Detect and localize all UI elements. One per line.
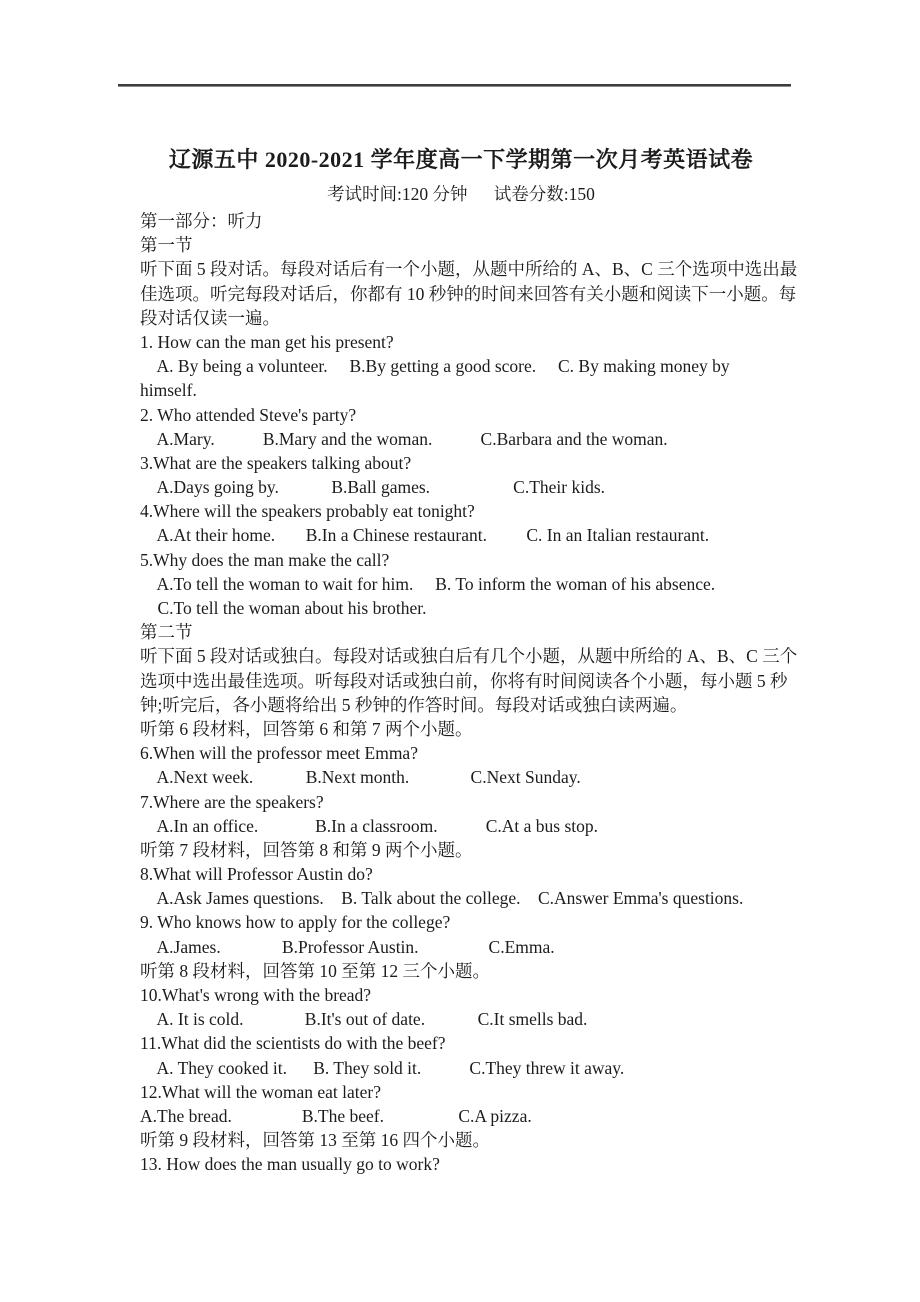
options-line: A.At their home. B.In a Chinese restaurant. C. In an Italian restaurant. [140,525,710,546]
instructions-line: 佳选项。听完每段对话后，你都有 10 秒钟的时间来回答有关小题和阅读下一小题。每 [140,283,797,304]
material-prompt-line: 听第 9 段材料，回答第 13 至第 16 四个小题。 [140,1130,490,1151]
material-prompt-line: 听第 8 段材料，回答第 10 至第 12 三个小题。 [140,960,490,981]
options-line: A.In an office. B.In a classroom. C.At a bus stop. [140,815,599,836]
subsection-heading: 第一节 [140,235,193,256]
page-title: 辽源五中 2020-2021 学年度高一下学期第一次月考英语试卷 [168,147,754,172]
question-line: 10.What's wrong with the bread? [140,985,372,1005]
question-line: 9. Who knows how to apply for the college? [140,912,451,933]
material-prompt-line: 听第 6 段材料，回答第 6 和第 7 两个小题。 [140,718,473,739]
exam-content [140,0,798,1177]
options-line: himself. [140,380,197,401]
instructions-line: 选项中选出最佳选项。听每段对话或独白前，你将有时间阅读各个小题，每小题 5 秒 [140,670,788,691]
options-line: A.The bread. B.The beef. C.A pizza. [140,1105,532,1126]
options-line: A. By being a volunteer. B.By getting a good score. C. By making money by [140,356,730,377]
subsection-heading: 第二节 [140,622,193,643]
instructions-line: 听下面 5 段对话。每段对话后有一个小题，从题中所给的 A、B、C 三个选项中选出最 [140,259,798,280]
question-line: 5.Why does the man make the call? [140,549,390,570]
exam-body [140,209,798,1177]
options-line: A. They cooked it. B. They sold it. C.They threw it away. [140,1057,625,1078]
instructions-line: 听下面 5 段对话或独白。每段对话或独白后有几个小题，从题中所给的 A、B、C 三个 [140,646,798,667]
question-line: 6.When will the professor meet Emma? [140,743,418,764]
question-line: 2. Who attended Steve's party? [140,404,357,425]
options-line: A.James. B.Professor Austin. C.Emma. [140,936,555,957]
instructions-line: 段对话仅读一遍。 [140,307,280,328]
instructions-line: 钟;听完后，各小题将给出 5 秒钟的作答时间。每段对话或独白读两遍。 [140,694,688,715]
question-line: 1. How can the man get his present? [140,331,394,352]
exam-info-line: 考试时间:120 分钟 试卷分数:150 [327,184,595,204]
options-line: C.To tell the woman about his brother. [140,598,427,618]
question-line: 13. How does the man usually go to work? [140,1154,440,1175]
options-line: A.Mary. B.Mary and the woman. C.Barbara and the woman. [140,428,668,449]
question-line: 12.What will the woman eat later? [140,1081,382,1102]
question-line: 11.What did the scientists do with the beef? [140,1033,446,1054]
question-line: 7.Where are the speakers? [140,791,324,812]
options-line: A.Days going by. B.Ball games. C.Their kids. [140,477,606,498]
options-line: A. It is cold. B.It's out of date. C.It smells bad. [140,1009,588,1030]
section-heading: 第一部分：听力 [140,211,263,231]
options-line: A.To tell the woman to wait for him. B. To inform the woman of his absence. [140,573,716,594]
question-line: 3.What are the speakers talking about? [140,452,412,473]
options-line: A.Ask James questions. B. Talk about the college. C.Answer Emma's questions. [140,888,744,909]
options-line: A.Next week. B.Next month. C.Next Sunday. [140,767,581,788]
question-line: 8.What will Professor Austin do? [140,864,373,885]
material-prompt-line: 听第 7 段材料，回答第 8 和第 9 两个小题。 [140,839,473,860]
question-line: 4.Where will the speakers probably eat tonight? [140,501,475,522]
